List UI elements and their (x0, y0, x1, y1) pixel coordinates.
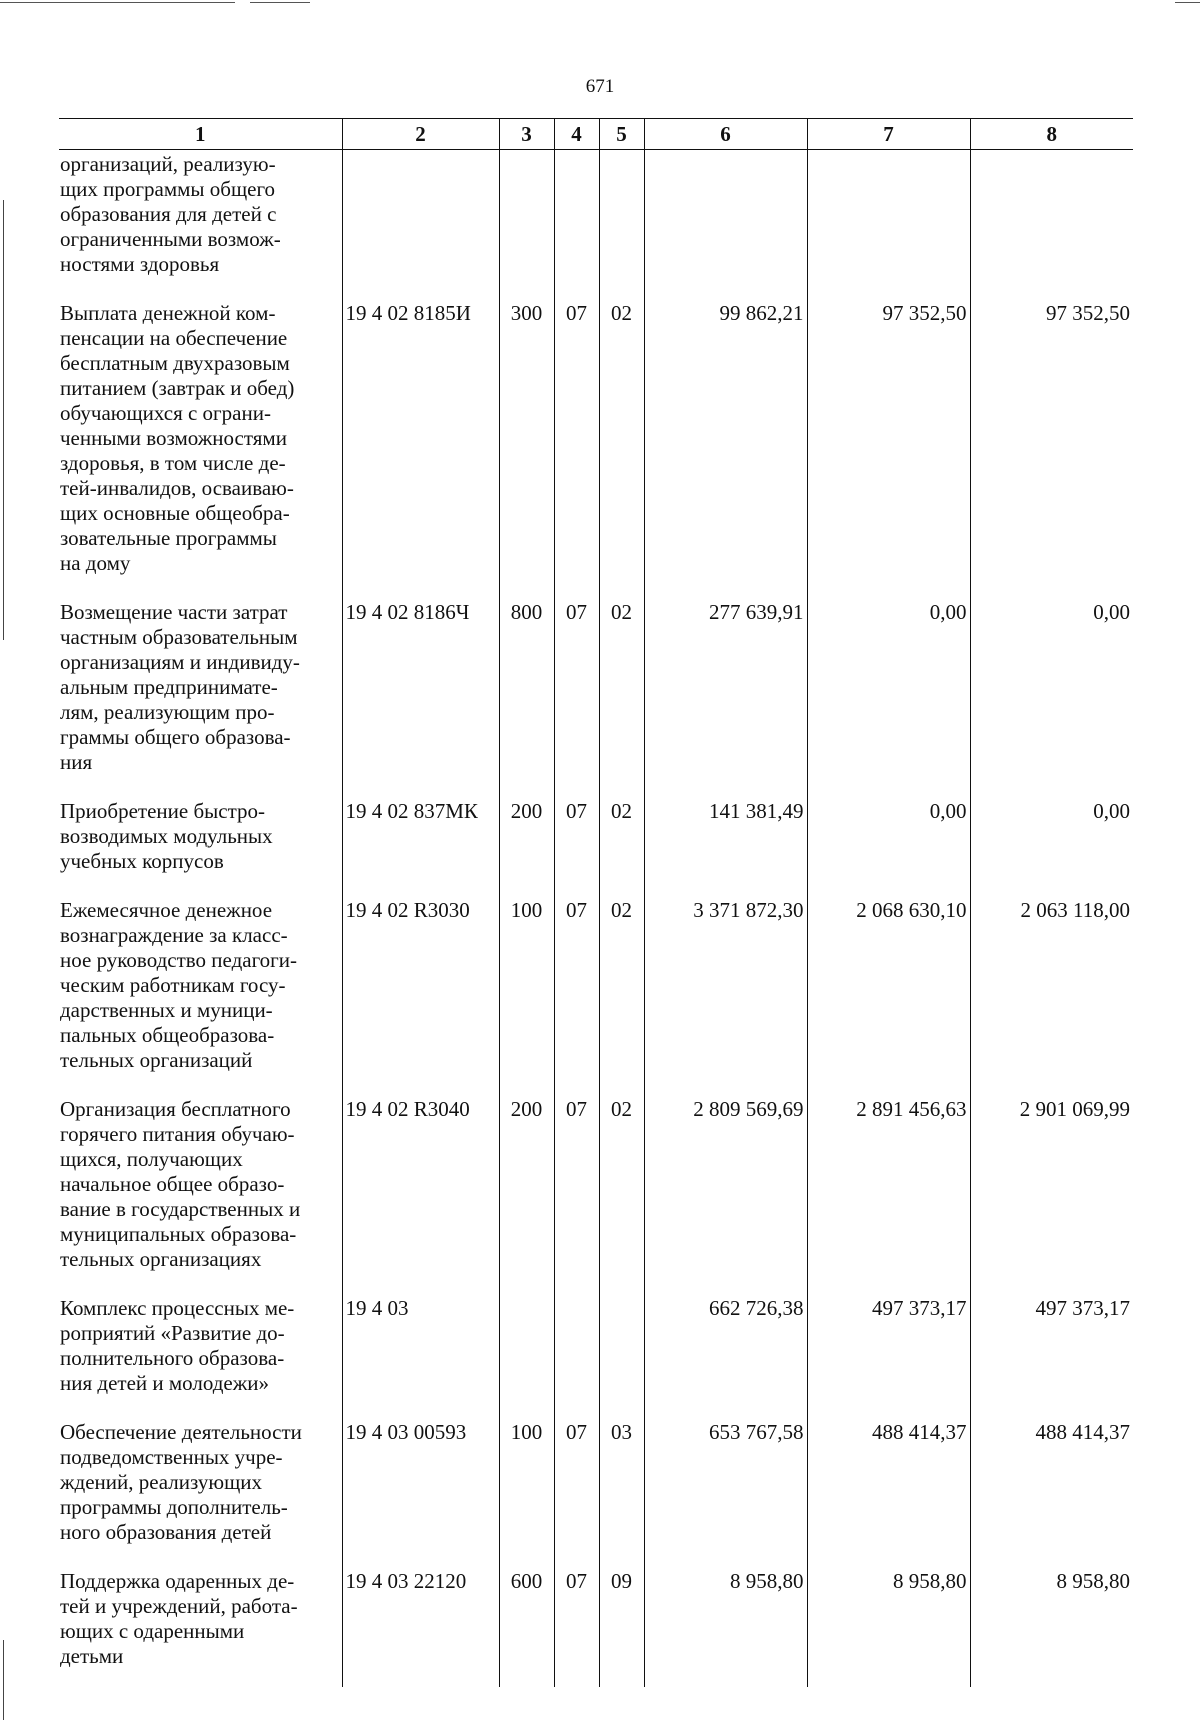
row-pr-cell: 03 (599, 1414, 644, 1563)
row-value-col6: 99 862,21 (644, 295, 807, 594)
row-value-col6: 653 767,58 (644, 1414, 807, 1563)
table-row (59, 150, 1133, 296)
row-code-cell: 19 4 02 R3030 (342, 892, 499, 1091)
table-row (59, 1290, 1133, 1414)
table-row (59, 1414, 1133, 1563)
row-name-line: ческим работникам госу- (60, 973, 286, 997)
row-value-col8: 0,00 (970, 594, 1133, 793)
budget-table (59, 118, 1133, 1687)
row-value-col6: 3 371 872,30 (644, 892, 807, 1091)
row-name-line: бесплатным двухразовым (60, 351, 290, 375)
row-value-col7: 497 373,17 (807, 1290, 970, 1414)
top-border-rule (1175, 2, 1200, 3)
row-name-cell (59, 892, 342, 1091)
row-name-line: лям, реализующим про- (60, 700, 275, 724)
top-border-rule (250, 2, 310, 3)
row-name-cell (59, 1563, 342, 1687)
top-border-rule (0, 2, 235, 3)
page-number: 671 (585, 76, 615, 97)
column-header: 2 (342, 119, 499, 150)
row-name-cell (59, 295, 342, 594)
row-name-line: Ежемесячное денежное (60, 898, 273, 922)
table-header-row (59, 119, 1133, 150)
row-name-line: организациям и индивиду- (60, 650, 300, 674)
row-name-line: щихся, получающих (60, 1147, 243, 1171)
row-name-cell (59, 1290, 342, 1414)
row-name-cell (59, 594, 342, 793)
row-value-col8: 0,00 (970, 793, 1133, 892)
row-name-line: горячего питания обучаю- (60, 1122, 295, 1146)
row-value-col8 (970, 150, 1133, 296)
row-value-col7: 97 352,50 (807, 295, 970, 594)
row-name-line: питанием (завтрак и обед) (60, 376, 295, 400)
row-name-cell (59, 150, 342, 296)
row-code-cell: 19 4 03 00593 (342, 1414, 499, 1563)
row-name-line: ное руководство педагоги- (60, 948, 298, 972)
row-pr-cell (599, 150, 644, 296)
row-name-line: граммы общего образова- (60, 725, 291, 749)
row-name-line: программы дополнитель- (60, 1495, 288, 1519)
row-value-col7 (807, 150, 970, 296)
row-name-line: Организация бесплатного (60, 1097, 291, 1121)
column-header: 3 (499, 119, 554, 150)
row-name-line: вание в государственных и (60, 1197, 301, 1221)
row-pr-cell: 02 (599, 1091, 644, 1290)
row-name-line: учебных корпусов (60, 849, 224, 873)
table-row (59, 594, 1133, 793)
row-name-line: ния (60, 750, 93, 774)
row-pr-cell: 02 (599, 295, 644, 594)
row-value-col7: 2 068 630,10 (807, 892, 970, 1091)
row-name-line: образования для детей с (60, 202, 277, 226)
row-name-line: муниципальных образова- (60, 1222, 297, 1246)
table-row (59, 793, 1133, 892)
row-name-line: ного образования детей (60, 1520, 272, 1544)
row-rz-cell: 07 (554, 594, 599, 793)
row-pr-cell: 02 (599, 793, 644, 892)
row-value-col7: 0,00 (807, 594, 970, 793)
row-name-line: Приобретение быстро- (60, 799, 265, 823)
row-code-cell: 19 4 02 837МК (342, 793, 499, 892)
column-header: 1 (59, 119, 342, 150)
row-code-cell (342, 150, 499, 296)
row-name-line: начальное общее образо- (60, 1172, 285, 1196)
table-row (59, 1563, 1133, 1687)
row-name-line: обучающихся с ограни- (60, 401, 271, 425)
row-rz-cell: 07 (554, 1091, 599, 1290)
row-value-col7: 2 891 456,63 (807, 1091, 970, 1290)
row-rz-cell: 07 (554, 892, 599, 1091)
scan-margin-mark (3, 200, 4, 640)
row-name-line: ющих с одаренными (60, 1619, 245, 1643)
row-name-cell (59, 793, 342, 892)
table-row (59, 295, 1133, 594)
table-row (59, 1091, 1133, 1290)
row-name-cell (59, 1091, 342, 1290)
row-name-line: ждений, реализующих (60, 1470, 262, 1494)
row-name-line: альным предпринимате- (60, 675, 278, 699)
row-vr-cell: 800 (499, 594, 554, 793)
row-vr-cell: 300 (499, 295, 554, 594)
row-name-cell (59, 1414, 342, 1563)
row-rz-cell: 07 (554, 295, 599, 594)
row-name-line: организаций, реализую- (60, 152, 276, 176)
row-vr-cell: 100 (499, 1414, 554, 1563)
row-vr-cell: 100 (499, 892, 554, 1091)
row-name-line: полнительного образова- (60, 1346, 285, 1370)
row-value-col6: 662 726,38 (644, 1290, 807, 1414)
row-name-line: здоровья, в том числе де- (60, 451, 286, 475)
scan-margin-mark (3, 1640, 4, 1720)
column-header: 4 (554, 119, 599, 150)
row-value-col8: 2 901 069,99 (970, 1091, 1133, 1290)
column-header: 6 (644, 119, 807, 150)
row-code-cell: 19 4 03 22120 (342, 1563, 499, 1687)
row-name-line: возводимых модульных (60, 824, 273, 848)
row-name-line: вознаграждение за класс- (60, 923, 288, 947)
row-name-line: ограниченными возмож- (60, 227, 281, 251)
row-code-cell: 19 4 02 8185И (342, 295, 499, 594)
row-name-line: зовательные программы (60, 526, 277, 550)
row-value-col8: 497 373,17 (970, 1290, 1133, 1414)
row-name-line: Комплекс процессных ме- (60, 1296, 295, 1320)
row-rz-cell: 07 (554, 793, 599, 892)
row-name-line: детьми (60, 1644, 124, 1668)
row-name-line: частным образовательным (60, 625, 298, 649)
row-pr-cell: 09 (599, 1563, 644, 1687)
row-rz-cell: 07 (554, 1414, 599, 1563)
row-name-line: щих программы общего (60, 177, 276, 201)
row-name-line: ния детей и молодежи» (60, 1371, 270, 1395)
row-name-line: щих основные общеобра- (60, 501, 290, 525)
row-name-line: ностями здоровья (60, 252, 220, 276)
row-name-line: пенсации на обеспечение (60, 326, 288, 350)
row-name-line: тей-инвалидов, осваиваю- (60, 476, 294, 500)
row-rz-cell: 07 (554, 1563, 599, 1687)
row-value-col6: 141 381,49 (644, 793, 807, 892)
row-name-line: тей и учреждений, работа- (60, 1594, 298, 1618)
row-code-cell: 19 4 03 (342, 1290, 499, 1414)
row-name-line: на дому (60, 551, 131, 575)
row-vr-cell (499, 150, 554, 296)
row-vr-cell: 200 (499, 793, 554, 892)
row-name-line: подведомственных учре- (60, 1445, 283, 1469)
row-value-col6: 277 639,91 (644, 594, 807, 793)
row-name-line: ченными возможностями (60, 426, 287, 450)
row-pr-cell: 02 (599, 594, 644, 793)
row-name-line: Обеспечение деятельности (60, 1420, 302, 1444)
column-header: 7 (807, 119, 970, 150)
row-value-col6 (644, 150, 807, 296)
row-value-col6: 2 809 569,69 (644, 1091, 807, 1290)
row-value-col8: 2 063 118,00 (970, 892, 1133, 1091)
row-vr-cell: 200 (499, 1091, 554, 1290)
row-code-cell: 19 4 02 R3040 (342, 1091, 499, 1290)
row-value-col7: 8 958,80 (807, 1563, 970, 1687)
row-value-col8: 97 352,50 (970, 295, 1133, 594)
row-name-line: роприятий «Развитие до- (60, 1321, 285, 1345)
row-name-line: Поддержка одаренных де- (60, 1569, 295, 1593)
row-value-col8: 488 414,37 (970, 1414, 1133, 1563)
column-header: 8 (970, 119, 1133, 150)
row-value-col7: 488 414,37 (807, 1414, 970, 1563)
row-code-cell: 19 4 02 8186Ч (342, 594, 499, 793)
row-value-col8: 8 958,80 (970, 1563, 1133, 1687)
column-header: 5 (599, 119, 644, 150)
row-name-line: тельных организаций (60, 1048, 253, 1072)
row-rz-cell (554, 1290, 599, 1414)
row-name-line: пальных общеобразова- (60, 1023, 275, 1047)
row-rz-cell (554, 150, 599, 296)
row-pr-cell: 02 (599, 892, 644, 1091)
row-pr-cell (599, 1290, 644, 1414)
row-value-col7: 0,00 (807, 793, 970, 892)
row-name-line: Выплата денежной ком- (60, 301, 276, 325)
row-vr-cell: 600 (499, 1563, 554, 1687)
row-value-col6: 8 958,80 (644, 1563, 807, 1687)
row-vr-cell (499, 1290, 554, 1414)
table-body (59, 150, 1133, 1688)
row-name-line: дарственных и муници- (60, 998, 273, 1022)
table-row (59, 892, 1133, 1091)
row-name-line: Возмещение части затрат (60, 600, 288, 624)
row-name-line: тельных организациях (60, 1247, 262, 1271)
